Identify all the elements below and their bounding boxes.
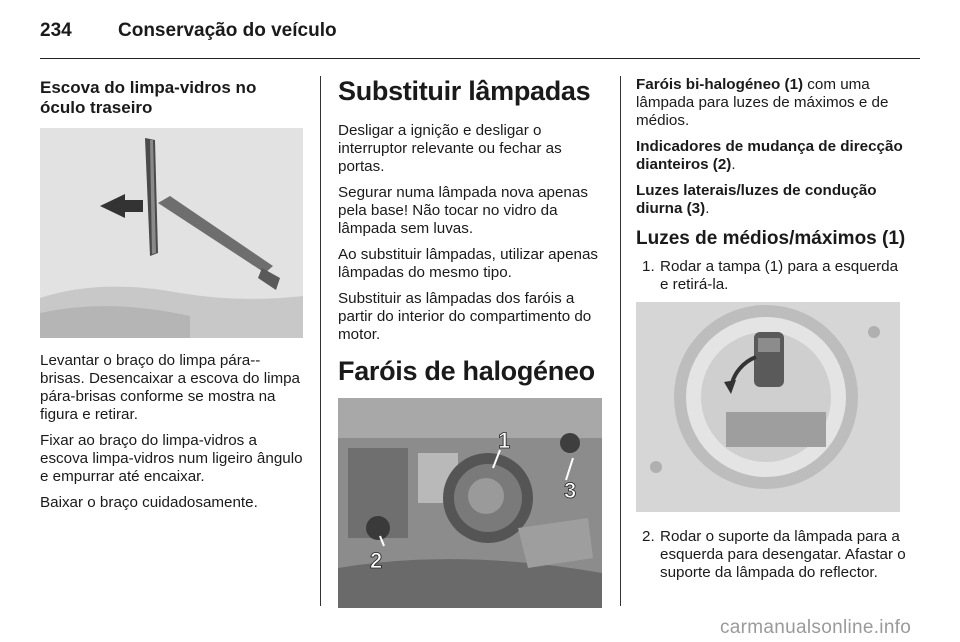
bulb-item-text: com uma lâmpada para luzes de máximos e de médios. [636, 76, 889, 129]
section-title-bulbs: Substituir lâmpadas [338, 76, 591, 106]
paragraph: Desligar a ignição e desligar o interruptor relevante ou fechar as portas. [338, 122, 562, 175]
steps-list-continued [636, 528, 906, 582]
header-rule [40, 58, 920, 59]
column-divider-1 [320, 76, 321, 606]
step-number: 2. [642, 528, 655, 545]
section-heading-wiper: Escova do limpa-vidros no óculo traseiro [40, 78, 257, 117]
watermark: carmanualsonline.info [720, 617, 912, 638]
bulb-item-headlamps [636, 76, 906, 130]
bulb-item-label: Indicadores de mudança de direcção dianteiros (2) [636, 138, 903, 173]
section-title-halogen: Faróis de halogéneo [338, 356, 595, 386]
column-right [636, 76, 906, 590]
step-number: 1. [642, 258, 655, 275]
paragraph: Substituir as lâmpadas dos faróis a partir do interior do compartimento do motor. [338, 290, 592, 343]
bulb-item-text: . [731, 156, 736, 173]
paragraph: Levantar o braço do limpa pára--brisas. Desencaixar a escova do limpa pára-brisas conforme se mostra na figura e retirar. [40, 352, 300, 423]
bulb-item-label: Luzes laterais/luzes de condução diurna (3) [636, 182, 877, 217]
figure-wiper-blade [40, 128, 303, 338]
step-text: Rodar o suporte da lâmpada para a esquerda para desengatar. Afastar o suporte da lâmpada do reflector. [660, 528, 906, 581]
section-heading-low-high-beam: Luzes de médios/máximos (1) [636, 228, 906, 249]
step-item [636, 528, 906, 582]
page-number: 234 [40, 20, 72, 41]
paragraph: Baixar o braço cuidadosamente. [40, 494, 258, 511]
figure-halogen-headlamp [338, 398, 602, 608]
bulb-item-text: . [705, 200, 710, 217]
paragraph: Fixar ao braço do limpa-vidros a escova limpa-vidros num ligeiro ângulo e empurrar até encaixar. [40, 432, 303, 485]
bulb-item-sidelights [636, 182, 906, 218]
column-middle [338, 76, 604, 608]
column-left [40, 76, 304, 520]
step-text: Rodar a tampa (1) para a esquerda e retirá-la. [660, 258, 899, 293]
column-divider-2 [620, 76, 621, 606]
figure-label-3: 3 [564, 478, 577, 503]
step-item [636, 258, 906, 294]
paragraph: Segurar numa lâmpada nova apenas pela base! Não tocar no vidro da lâmpada sem luvas. [338, 184, 588, 237]
figure-label-2: 2 [370, 548, 383, 573]
chapter-title: Conservação do veículo [118, 20, 337, 41]
figure-label-1: 1 [498, 428, 511, 453]
paragraph: Ao substituir lâmpadas, utilizar apenas lâmpadas do mesmo tipo. [338, 246, 599, 281]
steps-list [636, 258, 906, 294]
bulb-item-indicators [636, 138, 906, 174]
bulb-item-label: Faróis bi-halogéneo (1) [636, 76, 804, 93]
figure-bulb-cover [636, 302, 900, 512]
page-header [40, 20, 920, 60]
